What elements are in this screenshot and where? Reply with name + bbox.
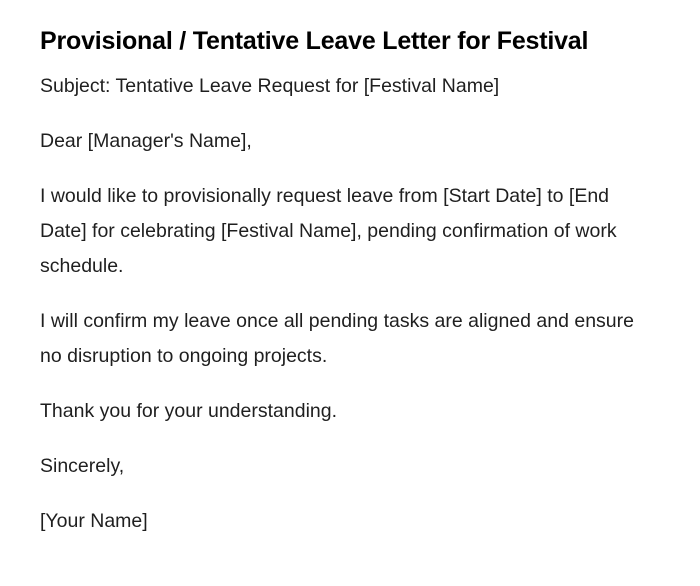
letter-title: Provisional / Tentative Leave Letter for Festival <box>40 27 589 55</box>
letter-subject: Subject: Tentative Leave Request for [Festival Name] <box>40 75 500 97</box>
letter-body-paragraph-2: I will confirm my leave once all pending tasks are aligned and ensure no disruption to ongoing projects. <box>40 310 634 367</box>
letter-salutation: Dear [Manager's Name], <box>40 130 252 152</box>
letter-body-paragraph-1: I would like to provisionally request leave from [Start Date] to [End Date] for celebrating [Festival Name], pending confirmation of work schedule. <box>40 185 617 277</box>
letter-signature: [Your Name] <box>40 510 148 532</box>
letter-closing: Sincerely, <box>40 455 125 477</box>
letter-thanks: Thank you for your understanding. <box>40 400 338 422</box>
